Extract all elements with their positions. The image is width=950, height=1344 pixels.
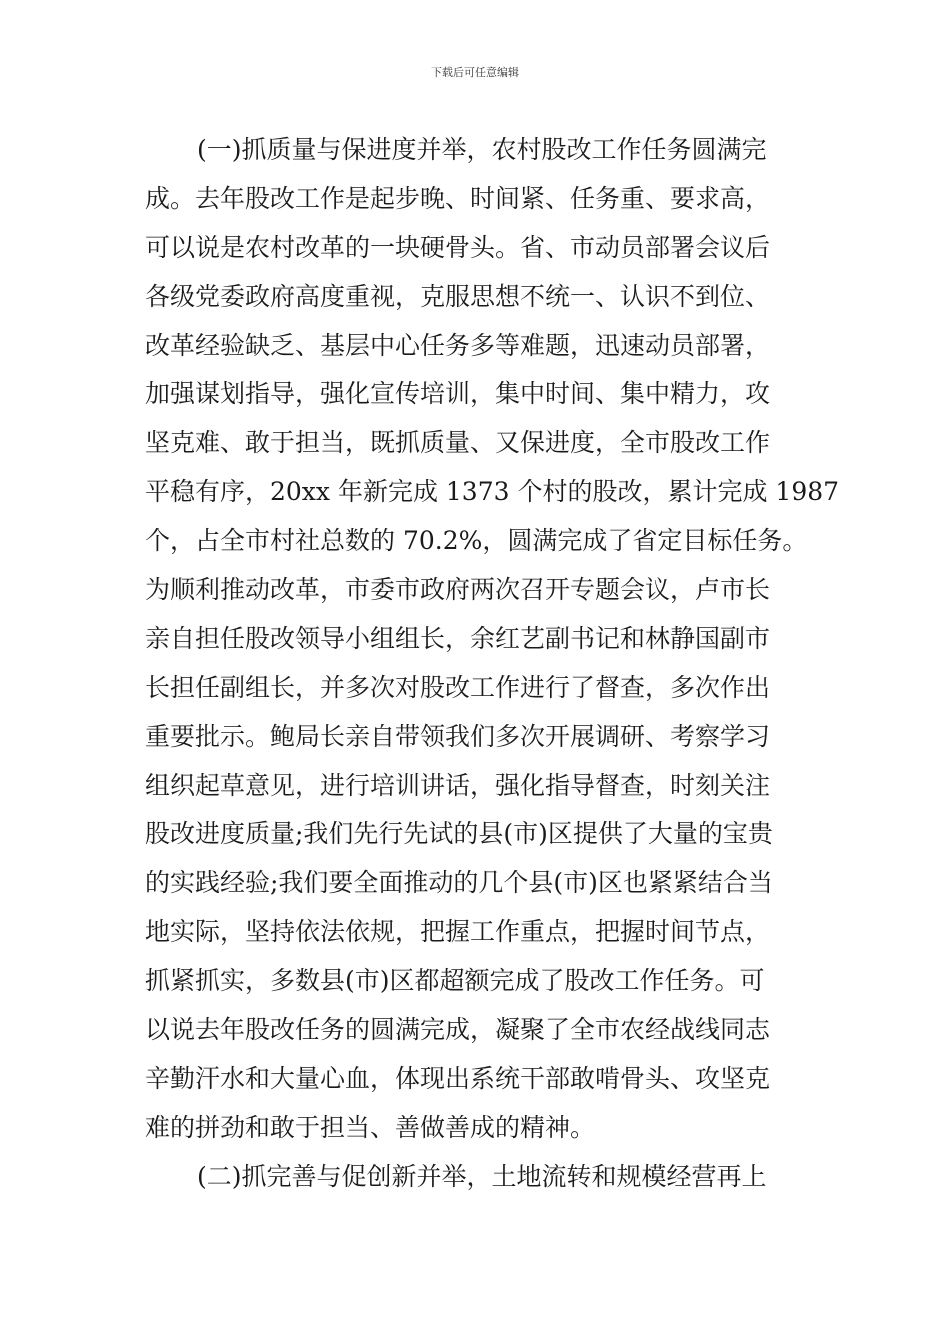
- paragraph-1-line-14: 组织起草意见，进行培训讲话，强化指导督查，时刻关注: [145, 770, 771, 800]
- paragraph-1-line-15: 股改进度质量;我们先行先试的县(市)区提供了大量的宝贵: [145, 819, 773, 849]
- paragraph-1-line-13: 重要批示。鲍局长亲自带领我们多次开展调研、考察学习: [145, 721, 771, 751]
- paragraph-1-line-11: 亲自担任股改领导小组组长，余红艺副书记和林静国副市: [145, 623, 771, 653]
- paragraph-1-line-9: 个，占全市村社总数的 70.2%，圆满完成了省定目标任务。: [145, 526, 808, 556]
- paragraph-1-line-2: 成。去年股改工作是起步晚、时间紧、任务重、要求高，: [145, 183, 771, 213]
- paragraph-1-line-4: 各级党委政府高度重视，克服思想不统一、认识不到位、: [145, 281, 771, 311]
- paragraph-1-line-16: 的实践经验;我们要全面推动的几个县(市)区也紧紧结合当: [145, 868, 773, 898]
- body-text: [145, 126, 840, 1202]
- paragraph-1-line-21: 难的拼劲和敢于担当、善做善成的精神。: [145, 1112, 596, 1142]
- paragraph-1-line-10: 为顺利推动改革，市委市政府两次召开专题会议，卢市长: [145, 575, 771, 605]
- paragraph-1-line-1: (一)抓质量与保进度并举，农村股改工作任务圆满完: [197, 135, 767, 164]
- paragraph-1-line-17: 地实际，坚持依法依规，把握工作重点，把握时间节点，: [145, 917, 771, 947]
- paragraph-1-line-3: 可以说是农村改革的一块硬骨头。省、市动员部署会议后: [145, 232, 771, 262]
- paragraph-1-line-20: 辛勤汗水和大量心血，体现出系统干部敢啃骨头、攻坚克: [145, 1063, 771, 1093]
- paragraph-1-line-8: 平稳有序，20xx 年新完成 1373 个村的股改，累计完成 1987: [145, 477, 840, 507]
- paragraph-1-line-18: 抓紧抓实，多数县(市)区都超额完成了股改工作任务。可: [145, 966, 765, 996]
- paragraph-1-line-7: 坚克难、敢于担当，既抓质量、又保进度，全市股改工作: [145, 428, 771, 458]
- page-header: 下载后可任意编辑: [431, 66, 519, 79]
- paragraph-1-line-12: 长担任副组长，并多次对股改工作进行了督查，多次作出: [145, 672, 771, 702]
- paragraph-1-line-6: 加强谋划指导，强化宣传培训，集中时间、集中精力，攻: [145, 379, 771, 409]
- paragraph-1-line-19: 以说去年股改任务的圆满完成，凝聚了全市农经战线同志: [145, 1015, 771, 1045]
- paragraph-2-line-1: (二)抓完善与促创新并举，土地流转和规模经营再上: [197, 1161, 767, 1191]
- paragraph-1-line-5: 改革经验缺乏、基层中心任务多等难题，迅速动员部署，: [145, 330, 771, 360]
